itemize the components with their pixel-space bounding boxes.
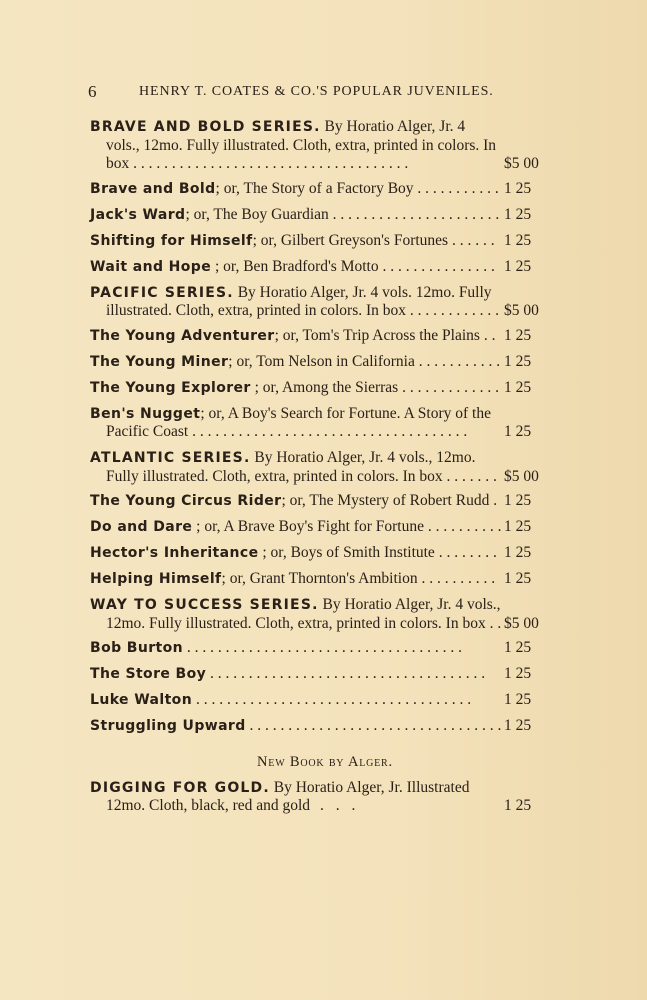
- leader-dots: . . . . . . . . . . . . . . . . . . . . . . . . . . . . . . . . . . . .: [129, 155, 409, 172]
- running-title: HENRY T. COATES & CO.'S POPULAR JUVENILES.: [139, 84, 494, 99]
- series-title: BRAVE AND BOLD SERIES.: [90, 119, 321, 135]
- leader-dots: . . . . . . . . . . . . . . . . . . . . . . . . . . . . . . . . . . . .: [206, 665, 486, 682]
- price: 1 25: [504, 179, 532, 197]
- book-entry: [90, 717, 560, 736]
- series-title: PACIFIC SERIES.: [90, 284, 234, 301]
- new-book-entry: DIGGING FOR GOLD. By Horatio Alger, Jr. Illustrated 12mo. Cloth, black, red and gold . . . 1 25: [90, 779, 560, 816]
- book-entry: [90, 665, 560, 684]
- book-subtitle: ; or, Ben Bradford's Motto: [211, 257, 379, 275]
- book-entry: [90, 180, 560, 199]
- series-description: By Horatio Alger, Jr. 4 vols., 12mo. Fully illustrated. Cloth, extra, printed in colors. In box: [106, 596, 501, 632]
- book-title: Ben's Nugget: [90, 405, 201, 422]
- price: 1 25: [504, 423, 532, 440]
- leader-dots: . . . . . . . . . .: [417, 570, 496, 587]
- leader-dots: . . . . . . . . . .: [423, 518, 502, 535]
- book-subtitle: ; or, A Brave Boy's Fight for Fortune: [192, 518, 424, 535]
- new-book-heading: New Book by Alger.: [257, 753, 393, 770]
- series-description: By Horatio Alger, Jr. 4 vols., 12mo. Fully illustrated. Cloth, extra, printed in colors. In box: [106, 449, 476, 485]
- leader-dots: . . . . . . . . . . . . . . . . . . . . . . . . . . . . . . . . . . . .: [192, 691, 472, 708]
- book-entry: [90, 379, 560, 398]
- book-subtitle: ; or, Gilbert Greyson's Fortunes: [252, 231, 449, 249]
- book-title: Brave and Bold: [90, 180, 216, 197]
- book-subtitle: ; or, The Boy Guardian: [185, 205, 329, 223]
- new-book-title: DIGGING FOR GOLD.: [90, 779, 270, 796]
- book-subtitle: ; or, The Story of a Factory Boy: [215, 179, 414, 197]
- book-entry: [90, 570, 560, 589]
- book-subtitle: ; or, A Boy's Search for Fortune. A Story of the Pacific Coast: [106, 404, 491, 440]
- book-subtitle: ; or, Boys of Smith Institute: [258, 544, 435, 561]
- book-entry: [90, 232, 560, 251]
- book-entry: [90, 518, 560, 537]
- leader-dots: . . . . . . . . . . .: [414, 352, 501, 370]
- book-title: Bob Burton: [90, 640, 184, 656]
- price: 1 25: [504, 492, 532, 509]
- price: 1 25: [504, 326, 532, 344]
- series-entry: [90, 449, 560, 486]
- book-title: Hector's Inheritance: [90, 545, 259, 561]
- price: $5 00: [504, 614, 539, 632]
- series-title: ATLANTIC SERIES.: [90, 450, 251, 466]
- book-entry: [90, 405, 560, 442]
- book-title: The Young Miner: [90, 353, 229, 370]
- price: 1 25: [504, 257, 532, 275]
- book-subtitle: ; or, Grant Thornton's Ambition: [221, 570, 418, 587]
- new-book-price: 1 25: [504, 797, 532, 814]
- book-entry: [90, 327, 560, 346]
- series-title: WAY TO SUCCESS SERIES.: [90, 597, 319, 613]
- book-title: Luke Walton: [90, 692, 193, 708]
- book-title: Helping Himself: [90, 571, 222, 587]
- leader-dots: . . . . . . . . . . .: [413, 179, 499, 197]
- book-subtitle: ; or, The Mystery of Robert Rudd: [281, 492, 490, 509]
- price: 1 25: [504, 570, 532, 587]
- leader-dots: . .: [479, 326, 496, 344]
- book-title: Jack's Ward: [90, 206, 186, 223]
- series-entry: [90, 596, 560, 633]
- book-title: The Store Boy: [90, 666, 207, 682]
- leader-dots: .: [489, 492, 498, 509]
- price: 1 25: [504, 639, 532, 656]
- price: 1 25: [504, 352, 532, 370]
- price: $5 00: [504, 467, 539, 485]
- leader-dots: . . . . . . . . . . . . . . .: [378, 257, 495, 275]
- book-entry: [90, 639, 560, 658]
- leader-dots: . . . . . . . . . . . . . . . . . . . . . . . . . . . . . . . . . . . .: [183, 639, 463, 656]
- book-title: Do and Dare: [90, 519, 193, 535]
- price: 1 25: [504, 544, 532, 561]
- book-entry: [90, 258, 560, 277]
- leader-dots: . . . . . .: [448, 231, 495, 249]
- book-title: Wait and Hope: [90, 258, 212, 275]
- book-title: The Young Explorer: [90, 379, 251, 396]
- price: 1 25: [504, 378, 532, 396]
- leader-dots: . .: [485, 614, 502, 632]
- leader-dots: . . . . . . . . . . . . . . . . . . . . . . . . . . . . . . . . . . . .: [188, 423, 468, 440]
- new-book-description: By Horatio Alger, Jr. Illustrated 12mo. Cloth, black, red and gold: [106, 778, 470, 814]
- book-entry: [90, 206, 560, 225]
- leader-dots: . . . . . . . . . . . .: [406, 302, 500, 319]
- book-entry: [90, 544, 560, 563]
- leader-dots: . . . . . . . . . . . . .: [398, 378, 499, 396]
- book-title: The Young Circus Rider: [90, 493, 282, 509]
- catalog-list: [90, 118, 560, 822]
- price: 1 25: [504, 665, 532, 682]
- price: 1 25: [504, 205, 532, 223]
- leader-dots: . . . . . . . . . . . . . . . . . . . . . .: [328, 205, 500, 223]
- page-number: 6: [88, 82, 98, 101]
- series-entry: [90, 284, 560, 321]
- book-title: The Young Adventurer: [90, 327, 275, 344]
- book-entry: [90, 353, 560, 372]
- series-description: By Horatio Alger, Jr. 4 vols., 12mo. Fully illustrated. Cloth, extra, printed in colors. In box: [106, 118, 497, 172]
- price: 1 25: [504, 691, 532, 708]
- series-entry: [90, 118, 560, 174]
- book-title: Shifting for Himself: [90, 232, 253, 249]
- series-description: By Horatio Alger, Jr. 4 vols. 12mo. Fully illustrated. Cloth, extra, printed in colors. In box: [106, 283, 492, 319]
- book-subtitle: ; or, Among the Sierras: [250, 378, 399, 396]
- book-subtitle: ; or, Tom's Trip Across the Plains: [274, 326, 480, 344]
- price: $5 00: [504, 155, 539, 172]
- price: 1 25: [504, 518, 532, 535]
- price: 1 25: [504, 231, 532, 249]
- price: $5 00: [504, 302, 539, 319]
- book-entry: [90, 691, 560, 710]
- leader-dots: . . . . . . . . . . . . . . . . . . . . . . . . . . . . . . . . .: [245, 717, 502, 734]
- book-entry: [90, 492, 560, 511]
- book-title: Struggling Upward: [90, 718, 246, 734]
- leader-dots: . . . . . . .: [442, 467, 497, 485]
- leader-dots: . . . . . . . .: [434, 544, 497, 561]
- book-subtitle: ; or, Tom Nelson in California: [228, 352, 415, 370]
- price: 1 25: [504, 717, 532, 734]
